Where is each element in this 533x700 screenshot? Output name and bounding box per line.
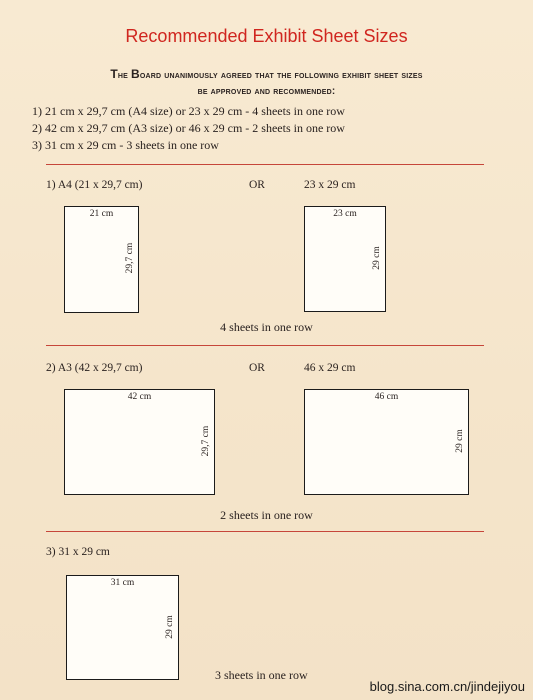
sheet-width-label: 21 cm [89,209,114,219]
section-3-caption: 3 sheets in one row [215,668,308,682]
sheet-width-label: 46 cm [374,392,399,402]
sheet-height-label: 29 cm [455,429,465,453]
sheet-23x29 [304,206,386,312]
sheet-height-label: 29,7 cm [201,425,211,457]
section-1-or: OR [249,179,265,191]
sheet-width-label: 31 cm [110,578,135,588]
summary-item-1: 1) 21 cm x 29,7 cm (A4 size) or 23 x 29 cm - 4 sheets in one row [32,104,345,118]
sheet-46x29 [304,389,469,495]
sheet-height-label: 29,7 cm [125,242,135,274]
section-1-caption: 4 sheets in one row [220,320,313,334]
summary-item-2: 2) 42 cm x 29,7 cm (A3 size) or 46 x 29 cm - 2 sheets in one row [32,121,345,135]
sheet-a3 [64,389,215,495]
sheet-a4 [64,206,139,313]
watermark: blog.sina.com.cn/jindejiyou [369,679,525,694]
section-1-label: 1) A4 (21 x 29,7 cm) [46,179,143,191]
section-3-label: 3) 31 x 29 cm [46,546,110,558]
sheet-31x29 [66,575,179,680]
section-2-alt-label: 46 x 29 cm [304,362,356,374]
divider [46,345,484,346]
summary-item-3: 3) 31 cm x 29 cm - 3 sheets in one row [32,138,219,152]
sheet-width-label: 42 cm [127,392,152,402]
page-title: Recommended Exhibit Sheet Sizes [125,26,408,46]
section-2-or: OR [249,362,265,374]
section-1-alt-label: 23 x 29 cm [304,179,356,191]
page-subtitle: The Board unanimously agreed that the following exhibit sheet sizes be approved and recommended: [110,67,423,97]
section-2-caption: 2 sheets in one row [220,508,313,522]
divider [46,531,484,532]
section-2-label: 2) A3 (42 x 29,7 cm) [46,362,143,374]
sheet-width-label: 23 cm [333,209,357,219]
sheet-height-label: 29 cm [372,246,382,270]
sheet-height-label: 29 cm [165,615,175,639]
divider [46,164,484,165]
